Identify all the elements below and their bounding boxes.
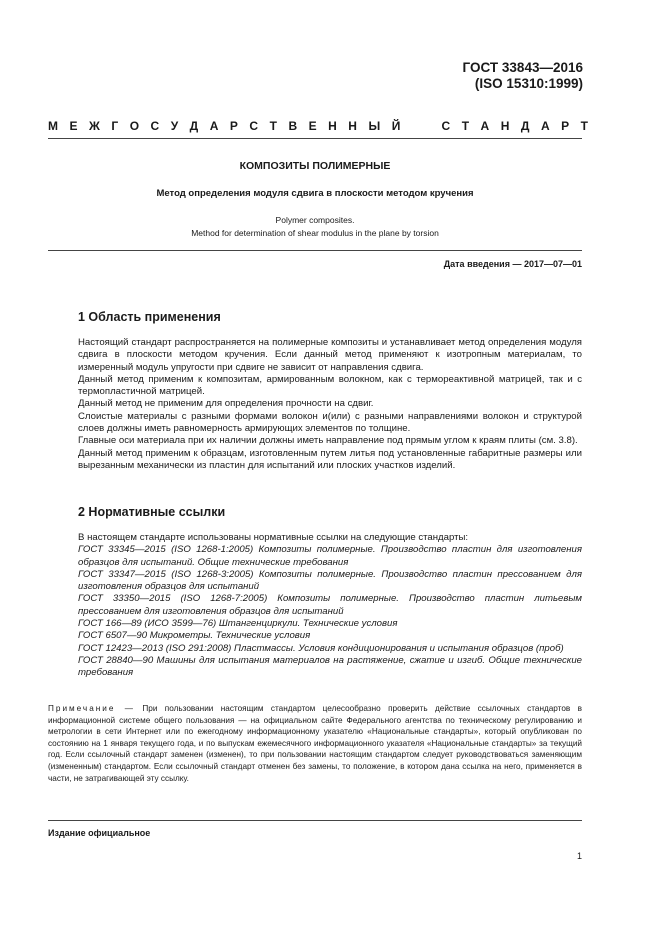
normative-reference: ГОСТ 28840—90 Машины для испытания материалов на растяжение, сжатие и изгиб. Общие технические требования [78, 654, 582, 679]
normative-reference: ГОСТ 166—89 (ИСО 3599—76) Штангенциркули. Технические условия [78, 618, 398, 630]
introduction-date: Дата введения — 2017—07—01 [443, 259, 582, 269]
banner-letter: Т [461, 119, 470, 133]
banner-letter: Т [269, 119, 277, 133]
standard-number: ГОСТ 33843—2016 [462, 60, 583, 75]
footer-divider [48, 820, 582, 821]
normative-reference: ГОСТ 33350—2015 (ISO 1268-7:2005) Композиты полимерные. Производство пластин литьевым прессованием для изготовления образцов для испытаний [78, 593, 582, 617]
normative-reference: ГОСТ 33347—2015 (ISO 1268-3:2005) Композиты полимерные. Производство пластин прессованием для изготовления образцов для испытаний [78, 568, 582, 593]
normative-reference: ГОСТ 6507—90 Микрометры. Технические условия [78, 630, 311, 642]
banner-letter: Ж [89, 119, 100, 133]
banner-letter: Н [328, 119, 337, 133]
banner-letter: Ы [368, 119, 381, 133]
banner-letter: А [540, 119, 550, 133]
normative-reference: ГОСТ 12423—2013 (ISO 291:2008) Пластмассы. Условия кондиционирования и испытания образцов (проб) [78, 642, 564, 654]
banner-letter: Д [189, 119, 199, 133]
page-number: 1 [576, 851, 582, 861]
banner-letter: В [288, 119, 298, 133]
section-2-intro: В настоящем стандарте использованы нормативные ссылки на следующие стандарты: [78, 532, 469, 543]
iso-number: (ISO 15310:1999) [474, 76, 583, 91]
section-1-body [78, 337, 582, 472]
section-1-paragraph: Данный метод применим к композитам, армированным волокном, как с термореактивной матрицей, так и с термопластичной матрицей. [78, 373, 582, 398]
banner-letter: С [441, 119, 451, 133]
title-divider [48, 250, 582, 251]
banner-letter: Р [229, 119, 238, 133]
english-title-line1: Polymer composites. [275, 215, 355, 225]
section-2-body [78, 532, 582, 680]
banner-letter: Т [580, 119, 588, 133]
note-text: При пользовании настоящим стандартом целесообразно проверить действие ссылочных стандартов в информационной системе общего пользования — на официальном сайте Федерального агентства по техническому регулированию и метрологии в сети Интернет или по ежегодному информационному указателю «Национальные стандарты», который опубликован по состоянию на 1 января текущего года, и по выпускам ежемесячного информационного указателя «Национальные стандарты» за текущий год. Если ссылочный стандарт заменен (изменен), то при пользовании настоящим стандартом следует руководствоваться заменяющим (измененным) стандартом. Если ссылочный стандарт отменен без замены, то положение, в котором дана ссылка на него, применяется в части, не затрагивающей эту ссылку. [48, 704, 582, 783]
banner-letters [48, 119, 588, 133]
standard-header [463, 60, 583, 92]
section-1-paragraph: Слоистые материалы с разными формами волокон и(или) с разными направлениями волокон и структурой слоев должны иметь равномерность армирующих элементов по толщине. [78, 410, 582, 435]
english-title-line2: Method for determination of shear modulus in the plane by torsion [191, 228, 439, 238]
banner-letter: С [249, 119, 259, 133]
official-edition-label: Издание официальное [48, 828, 151, 838]
banner-letter: Й [391, 119, 401, 133]
banner-letter: А [480, 119, 490, 133]
banner-letter: М [48, 119, 58, 133]
banner-letter: С [150, 119, 160, 133]
banner-letter [412, 119, 415, 133]
section-1-paragraph: Главные оси материала при их наличии должны иметь направление под прямым углом к краям плиты (см. 3.8). [78, 435, 578, 447]
document-title: КОМПОЗИТЫ ПОЛИМЕРНЫЕ [239, 160, 391, 172]
header-divider [48, 138, 582, 139]
section-1-paragraph: Данный метод применим к образцам, изготовленным путем литья под установленные габаритные размеры или вырезанным механически из пластин для испытаний или плоских участков изделий. [78, 447, 582, 471]
banner-letter: У [170, 119, 179, 133]
banner-letter: Н [500, 119, 510, 133]
section-2-heading: 2 Нормативные ссылки [78, 505, 226, 519]
banner-letter: Н [348, 119, 357, 133]
note-lead: Примечание — [48, 704, 135, 713]
banner-letter: Е [308, 119, 317, 133]
section-1-heading: 1 Область применения [78, 310, 221, 324]
banner-letter [427, 119, 430, 133]
interstate-standard-banner [48, 119, 588, 135]
banner-letter: А [209, 119, 219, 133]
banner-letter: Е [69, 119, 78, 133]
normative-reference: ГОСТ 33345—2015 (ISO 1268-1:2005) Композиты полимерные. Производство пластин для изготовления образцов для испытаний. Общие технические требования [78, 544, 582, 568]
english-title [48, 214, 582, 240]
note-block [48, 703, 582, 784]
banner-letter: Р [561, 119, 570, 133]
banner-letter: Г [111, 119, 119, 133]
section-1-paragraph: Данный метод не применим для определения прочности на сдвиг. [78, 398, 374, 410]
section-1-paragraph: Настоящий стандарт распространяется на полимерные композиты и устанавливает метод определения модуля сдвига в плоскости методом кручения. Если данный метод применяют к изотропным материалам, то измеренный модуль упругости при сдвиге не зависит от направления сдвига. [78, 337, 582, 373]
banner-letter: Д [520, 119, 530, 133]
banner-letter: О [129, 119, 140, 133]
document-subtitle: Метод определения модуля сдвига в плоскости методом кручения [156, 188, 474, 199]
